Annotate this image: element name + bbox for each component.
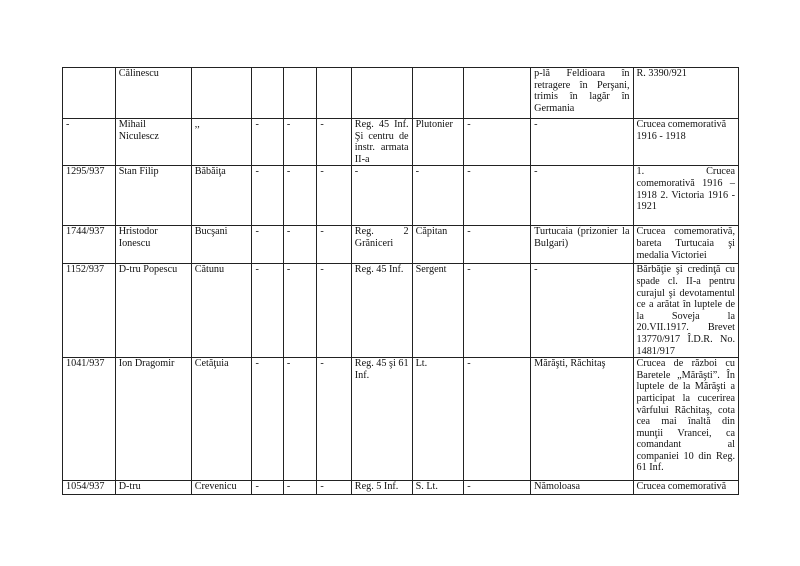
cell-col6: - [317,358,351,481]
cell-rank: - [412,166,464,226]
cell-col6: - [317,481,351,495]
cell-decorations: R. 3390/921 [633,68,739,119]
cell-rank: Plutonier [412,119,464,166]
cell-nr [63,68,116,119]
cell-place: Nămoloasa [531,481,633,495]
cell-name: D-tru Popescu [115,264,191,358]
cell-col5: - [283,166,316,226]
cell-village [191,68,252,119]
cell-nr: 1054/937 [63,481,116,495]
cell-nr: - [63,119,116,166]
cell-nr: 1295/937 [63,166,116,226]
cell-nr: 1152/937 [63,264,116,358]
cell-village: Cetăţuia [191,358,252,481]
cell-decorations: Crucea de război cu Baretele „Mărăşti”. În luptele de la Mărăşti a participat la cucerirea vârfului Răchitaş, cota cea mai înaltă din munţii Vrancei, ca comandant al companiei 10 din Reg. 61 Inf. [633,358,739,481]
cell-col4: - [252,166,283,226]
table-row [63,166,739,226]
cell-col9 [464,68,531,119]
cell-col9: - [464,226,531,264]
cell-col5: - [283,119,316,166]
table-row [63,358,739,481]
cell-village: Băbăiţa [191,166,252,226]
cell-decorations: 1. Crucea comemorativă 1916 – 1918 2. Victoria 1916 - 1921 [633,166,739,226]
cell-unit: Reg. 2 Grăniceri [351,226,412,264]
cell-col5: - [283,226,316,264]
cell-col9: - [464,358,531,481]
table-row [63,481,739,495]
cell-rank: Lt. [412,358,464,481]
cell-decorations: Crucea comemorativă [633,481,739,495]
cell-nr: 1744/937 [63,226,116,264]
cell-col4: - [252,119,283,166]
cell-unit: Reg. 45 Inf. Şi centru de instr. armata II-a [351,119,412,166]
cell-col9: - [464,166,531,226]
cell-col4 [252,68,283,119]
cell-col6: - [317,166,351,226]
cell-col4: - [252,358,283,481]
cell-col9: - [464,119,531,166]
cell-col4: - [252,264,283,358]
cell-place: - [531,264,633,358]
cell-decorations: Bărbăţie şi credinţă cu spade cl. II-a pentru curajul şi devotamentul ce a arătat în luptele de la Soveja la 20.VII.1917. Brevet 13770/917 Î.D.R. No. 1481/917 [633,264,739,358]
cell-rank: S. Lt. [412,481,464,495]
cell-village: Cătunu [191,264,252,358]
cell-place: Turtucaia (prizonier la Bulgari) [531,226,633,264]
war-veterans-table [62,67,739,495]
cell-name: Călinescu [115,68,191,119]
cell-village: Crevenicu [191,481,252,495]
cell-col9: - [464,481,531,495]
table-row [63,119,739,166]
cell-col4: - [252,226,283,264]
cell-col6: - [317,226,351,264]
cell-col6: - [317,264,351,358]
cell-name: Stan Filip [115,166,191,226]
cell-name: D-tru [115,481,191,495]
cell-col4: - [252,481,283,495]
cell-unit: Reg. 45 şi 61 Inf. [351,358,412,481]
cell-col5: - [283,481,316,495]
cell-col5 [283,68,316,119]
cell-rank [412,68,464,119]
cell-unit: Reg. 45 Inf. [351,264,412,358]
cell-decorations: Crucea comemorativă 1916 - 1918 [633,119,739,166]
table-row [63,68,739,119]
cell-name: Mihail Niculescz [115,119,191,166]
cell-village: ,, [191,119,252,166]
cell-village: Bucşani [191,226,252,264]
cell-place: Mărăşti, Răchitaş [531,358,633,481]
cell-unit [351,68,412,119]
cell-unit: - [351,166,412,226]
cell-col5: - [283,264,316,358]
cell-col5: - [283,358,316,481]
cell-place: - [531,119,633,166]
cell-name: Ion Dragomir [115,358,191,481]
cell-rank: Căpitan [412,226,464,264]
cell-rank: Sergent [412,264,464,358]
cell-col9: - [464,264,531,358]
cell-place: - [531,166,633,226]
cell-place: p-lă Feldioara în retragere în Perşani, trimis în lagăr în Germania [531,68,633,119]
cell-col6: - [317,119,351,166]
cell-nr: 1041/937 [63,358,116,481]
table-row [63,264,739,358]
cell-decorations: Crucea comemorativă, bareta Turtucaia şi medalia Victoriei [633,226,739,264]
cell-unit: Reg. 5 Inf. [351,481,412,495]
table-row [63,226,739,264]
cell-col6 [317,68,351,119]
cell-name: Hristodor Ionescu [115,226,191,264]
